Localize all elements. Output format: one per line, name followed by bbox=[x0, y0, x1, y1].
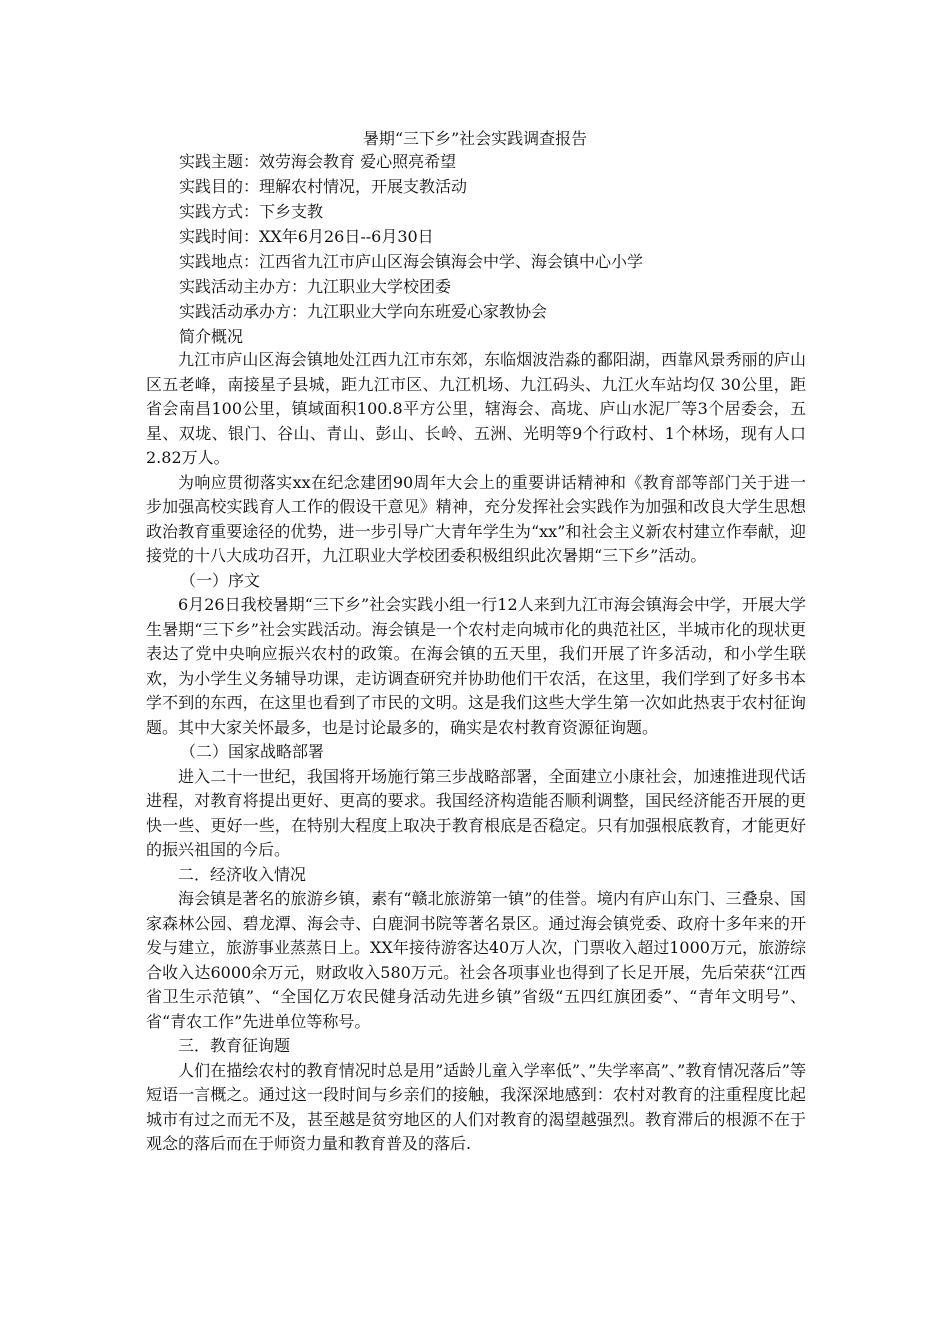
practice-location: 实践地点：江西省九江市庐山区海会镇海会中学、海会镇中心小学 bbox=[179, 252, 644, 271]
intro-paragraph-purpose: 为响应贯彻落实xx在纪念建团90周年大会上的重要讲话精神和《教育部等部门关于进一步加强高校实践育人工作的假设干意见》精神，充分发挥社会实践作为加强和改良大学生思想政治教育重要途径的优势，进一步引导广大青年学生为“xx”和社会主义新农村建立作奉献，迎接党的十八大成功召开，九江职业大学校团委积极组织此次暑期“三下乡”活动。 bbox=[146, 472, 806, 565]
section-economy-heading: 二．经济收入情况 bbox=[178, 864, 307, 884]
intro-paragraph-location: 九江市庐山区海会镇地处江西九江市东郊，东临烟波浩淼的鄱阳湖，西靠风景秀丽的庐山区五老峰，南接星子县城，距九江市区、九江机场、九江码头、九江火车站均仅 30公里，距省会南昌100公里，镇域面积100.8平方公里，辖海会、高垅、庐山水泥厂等3个居委会，五星、双垅、银门、谷山、青山、彭山、长岭、五洲、光明等9个行政村、1个林场，现有人口2.82万人。 bbox=[146, 350, 806, 467]
practice-info-block bbox=[179, 149, 819, 349]
section-preface-heading: （一）序文 bbox=[180, 570, 261, 590]
section-education-heading: 三．教育征询题 bbox=[178, 1036, 291, 1055]
section-preface-paragraph: 6月26日我校暑期“三下乡”社会实践小组一行12人来到九江市海会镇海会中学，开展大学生暑期“三下乡”社会实践活动。海会镇是一个农村走向城市化的典范社区，半城市化的现状更表达了党中央响应振兴农村的政策。在海会镇的五天里，我们开展了许多活动，和小学生联欢，为小学生义务辅导功课，走访调查研究并协助他们干农活，在这里，我们学到了好多书本学不到的东西，在这里也看到了市民的文明。这是我们这些大学生第一次如此热衷于农村征询题。其中大家关怀最多，也是讨论最多的，确实是农村教育资源征询题。 bbox=[146, 595, 806, 737]
section-education-paragraph: 人们在描绘农村的教育情况时总是用”适龄儿童入学率低”、”失学率高”、”教育情况落后”等短语一言概之。通过这一段时间与乡亲们的接触，我深深地感到：农村对教育的注重程度比起城市有过之而无不及，甚至越是贫穷地区的人们对教育的渴望越强烈。教育滞后的根源不在于观念的落后而在于师资力量和教育普及的落后. bbox=[146, 1060, 806, 1153]
practice-undertaker: 实践活动承办方：九江职业大学向东班爱心家教协会 bbox=[179, 302, 548, 321]
practice-method: 实践方式：下乡支教 bbox=[179, 202, 324, 221]
practice-theme: 实践主题：效劳海会教育 爱心照亮希望 bbox=[179, 152, 457, 171]
section-strategy-paragraph: 进入二十一世纪，我国将开场施行第三步战略部署，全面建立小康社会，加速推进现代话进程，对教育将提出更好、更高的要求。我国经济构造能否顺利调整，国民经济能否开展的更快一些、更好一些，在特别大程度上取决于教育根底是否稳定。只有加强根底教育，才能更好的振兴祖国的今后。 bbox=[146, 766, 806, 859]
document-title: 暑期“三下乡”社会实践调查报告 bbox=[362, 129, 588, 148]
practice-organizer: 实践活动主办方：九江职业大学校团委 bbox=[179, 277, 452, 296]
section-strategy-heading: （二）国家战略部署 bbox=[180, 742, 325, 761]
report-body bbox=[146, 348, 806, 1157]
practice-purpose: 实践目的：理解农村情况，开展支教活动 bbox=[179, 177, 468, 196]
practice-time: 实践时间：XX年6月26日--6月30日 bbox=[179, 227, 434, 246]
overview-heading: 简介概况 bbox=[179, 327, 244, 346]
section-economy-paragraph: 海会镇是著名的旅游乡镇，素有“赣北旅游第一镇”的佳誉。境内有庐山东门、三叠泉、国家森林公园、碧龙潭、海会寺、白鹿洞书院等著名景区。通过海会镇党委、政府十多年来的开发与建立，旅游事业蒸蒸日上。XX年接待游客达40万人次，门票收入超过1000万元，旅游综合收入达6000余万元，财政收入580万元。社会各项事业也得到了长足开展，先后荣获“江西省卫生示范镇”、“全国亿万农民健身活动先进乡镇”省级“五四红旗团委”、“青年文明号”、省“青农工作”先进单位等称号。 bbox=[146, 889, 806, 1031]
